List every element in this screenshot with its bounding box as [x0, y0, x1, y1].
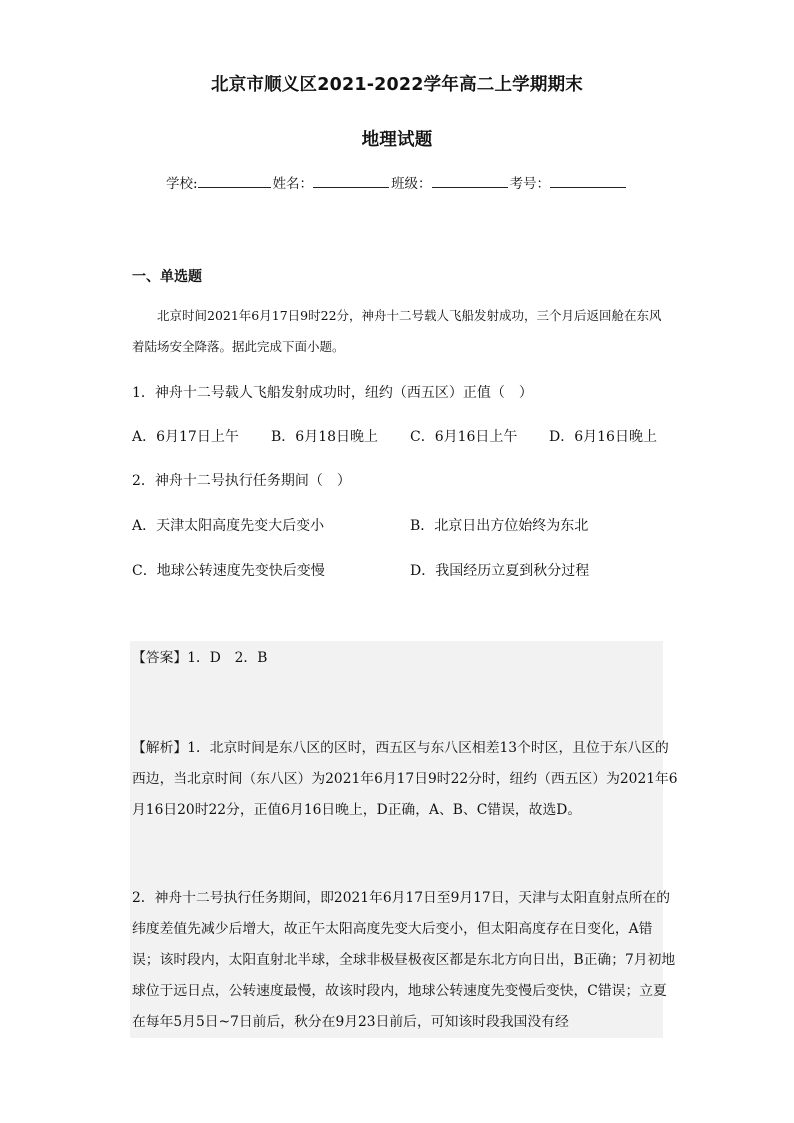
class-label: 班级：: [391, 176, 432, 192]
question-2-stem: 2．神舟十二号执行任务期间（ ）: [132, 473, 351, 489]
class-blank: [432, 172, 508, 188]
answer-label: 【答案】: [132, 650, 188, 666]
question-2-option-c: C．地球公转速度先变快后变慢: [132, 563, 325, 579]
answer-line: [132, 643, 678, 674]
document-subtitle: 地理试题: [361, 130, 433, 150]
exam-number-label: 考号：: [509, 176, 551, 192]
question-1-option-d: D．6月16日晚上: [549, 429, 657, 445]
school-blank: [198, 172, 271, 188]
reading-passage: 北京时间2021年6月17日9时22分，神舟十二号载人飞船发射成功，三个月后返回舱在东风着陆场安全降落。据此完成下面小题。: [132, 308, 662, 354]
answer-text: 1．D 2．B: [187, 650, 268, 666]
question-1-option-a: A．6月17日上午: [132, 429, 239, 445]
name-blank: [313, 172, 389, 188]
analysis-label: 【解析】: [132, 740, 188, 756]
question-1-option-c: C．6月16日上午: [410, 429, 518, 445]
analysis-part-2: 2．神舟十二号执行任务期间，即2021年6月17日至9月17日，天津与太阳直射点所在的纬度差值先减少后增大，故正午太阳高度先变大后变小，但太阳高度存在日变化，A错误；该时段内，太阳直射北半球，全球非极昼极夜区都是东北方向日出，B正确；7月初地球位于远日点，公转速度最慢，故该时段内，地球公转速度先变慢后变快，C错误；立夏在每年5月5日~7日前后，秋分在9月23日前后，可知该时段我国没有经: [132, 890, 676, 1030]
question-2-option-a: A．天津太阳高度先变大后变小: [132, 518, 325, 534]
question-1-option-b: B．6月18日晚上: [271, 429, 379, 445]
question-2-option-d: D．我国经历立夏到秋分过程: [410, 563, 590, 579]
question-2-option-b: B．北京日出方位始终为东北: [410, 518, 589, 534]
name-label: 姓名：: [272, 176, 314, 192]
school-label: 学校:: [166, 176, 198, 192]
analysis-part-1: [132, 733, 678, 826]
student-info-row: [166, 172, 628, 192]
section-heading: 一、单选题: [132, 269, 202, 285]
analysis-part-1-text: 1．北京时间是东八区的区时，西五区与东八区相差13个时区，且位于东八区的西边，当北京时间（东八区）为2021年6月17日9时22分时，纽约（西五区）为2021年6月16日20时22分，正值6月16日晚上，D正确，A、B、C错误，故选D。: [132, 740, 678, 818]
document-title: 北京市顺义区2021-2022学年高二上学期期末: [211, 75, 583, 95]
exam-number-blank: [550, 172, 626, 188]
question-1-stem: 1．神舟十二号载人飞船发射成功时，纽约（西五区）正值（ ）: [132, 385, 533, 401]
